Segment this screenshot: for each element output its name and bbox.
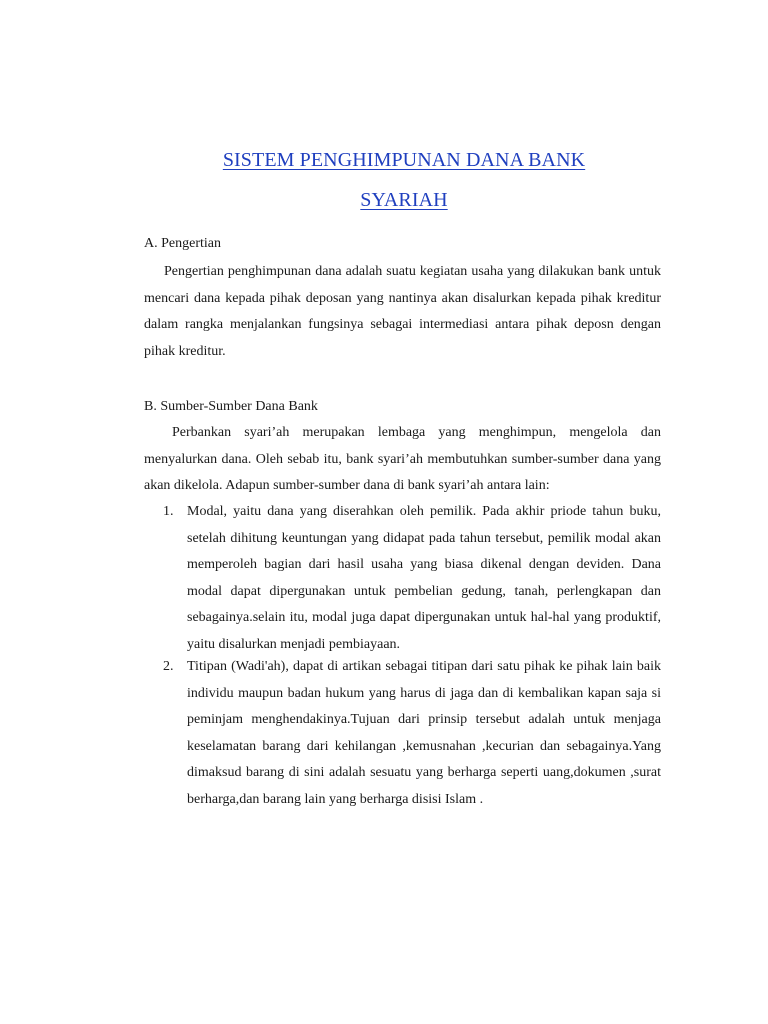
list-item-number: 2. [163,659,174,674]
list-item-text: Modal, yaitu dana yang diserahkan oleh pemilik. Pada akhir priode tahun buku, setelah dihitung keuntungan yang didapat pada tahun tersebut, pemilik modal akan memperoleh bagian dari hasil usaha yang biasa dikenal dengan deviden. Dana modal dapat dipergunakan untuk pembelian gedung, tanah, perlengkapan dan sebagainya.selain itu, modal juga dapat dipergunakan untuk hal-hal yang produktif, yaitu disalurkan menjadi pembiayaan. [187,504,661,652]
section-b-paragraph: Perbankan syari’ah merupakan lembaga yang menghimpun, mengelola dan menyalurkan dana. Oleh sebab itu, bank syari’ah membutuhkan sumber-sumber dana yang akan dikelola. Adapun sumber-sumber dana di bank syari’ah antara lain: [144,425,661,493]
list-item [144,499,661,658]
funding-sources-list [144,499,661,813]
document-title-line1: SISTEM PENGHIMPUNAN DANA BANK [222,149,586,171]
list-item-number: 1. [163,504,174,519]
list-item [144,654,661,813]
section-a-heading: A. Pengertian [144,236,221,251]
list-item-text: Titipan (Wadi'ah), dapat di artikan sebagai titipan dari satu pihak ke pihak lain baik individu maupun badan hukum yang harus di jaga dan di kembalikan kapan saja si peminjam menghendakinya.Tujuan dari prinsip tersebut adalah untuk menjaga keselamatan barang dari kehilangan ,kemusnahan ,kecurian dan sebagainya.Yang dimaksud barang di sini adalah sesuatu yang berharga seperti uang,dokumen ,surat berharga,dan barang lain yang berharga disisi Islam . [187,659,661,807]
section-b-heading: B. Sumber-Sumber Dana Bank [144,399,318,414]
document-title-line2: SYARIAH [360,189,448,211]
section-a-paragraph: Pengertian penghimpunan dana adalah suatu kegiatan usaha yang dilakukan bank untuk mencari dana kepada pihak deposan yang nantinya akan disalurkan kepada pihak kreditur dalam rangka menjalankan fungsinya sebagai intermediasi antara pihak deposn dengan pihak kreditur. [144,264,661,359]
